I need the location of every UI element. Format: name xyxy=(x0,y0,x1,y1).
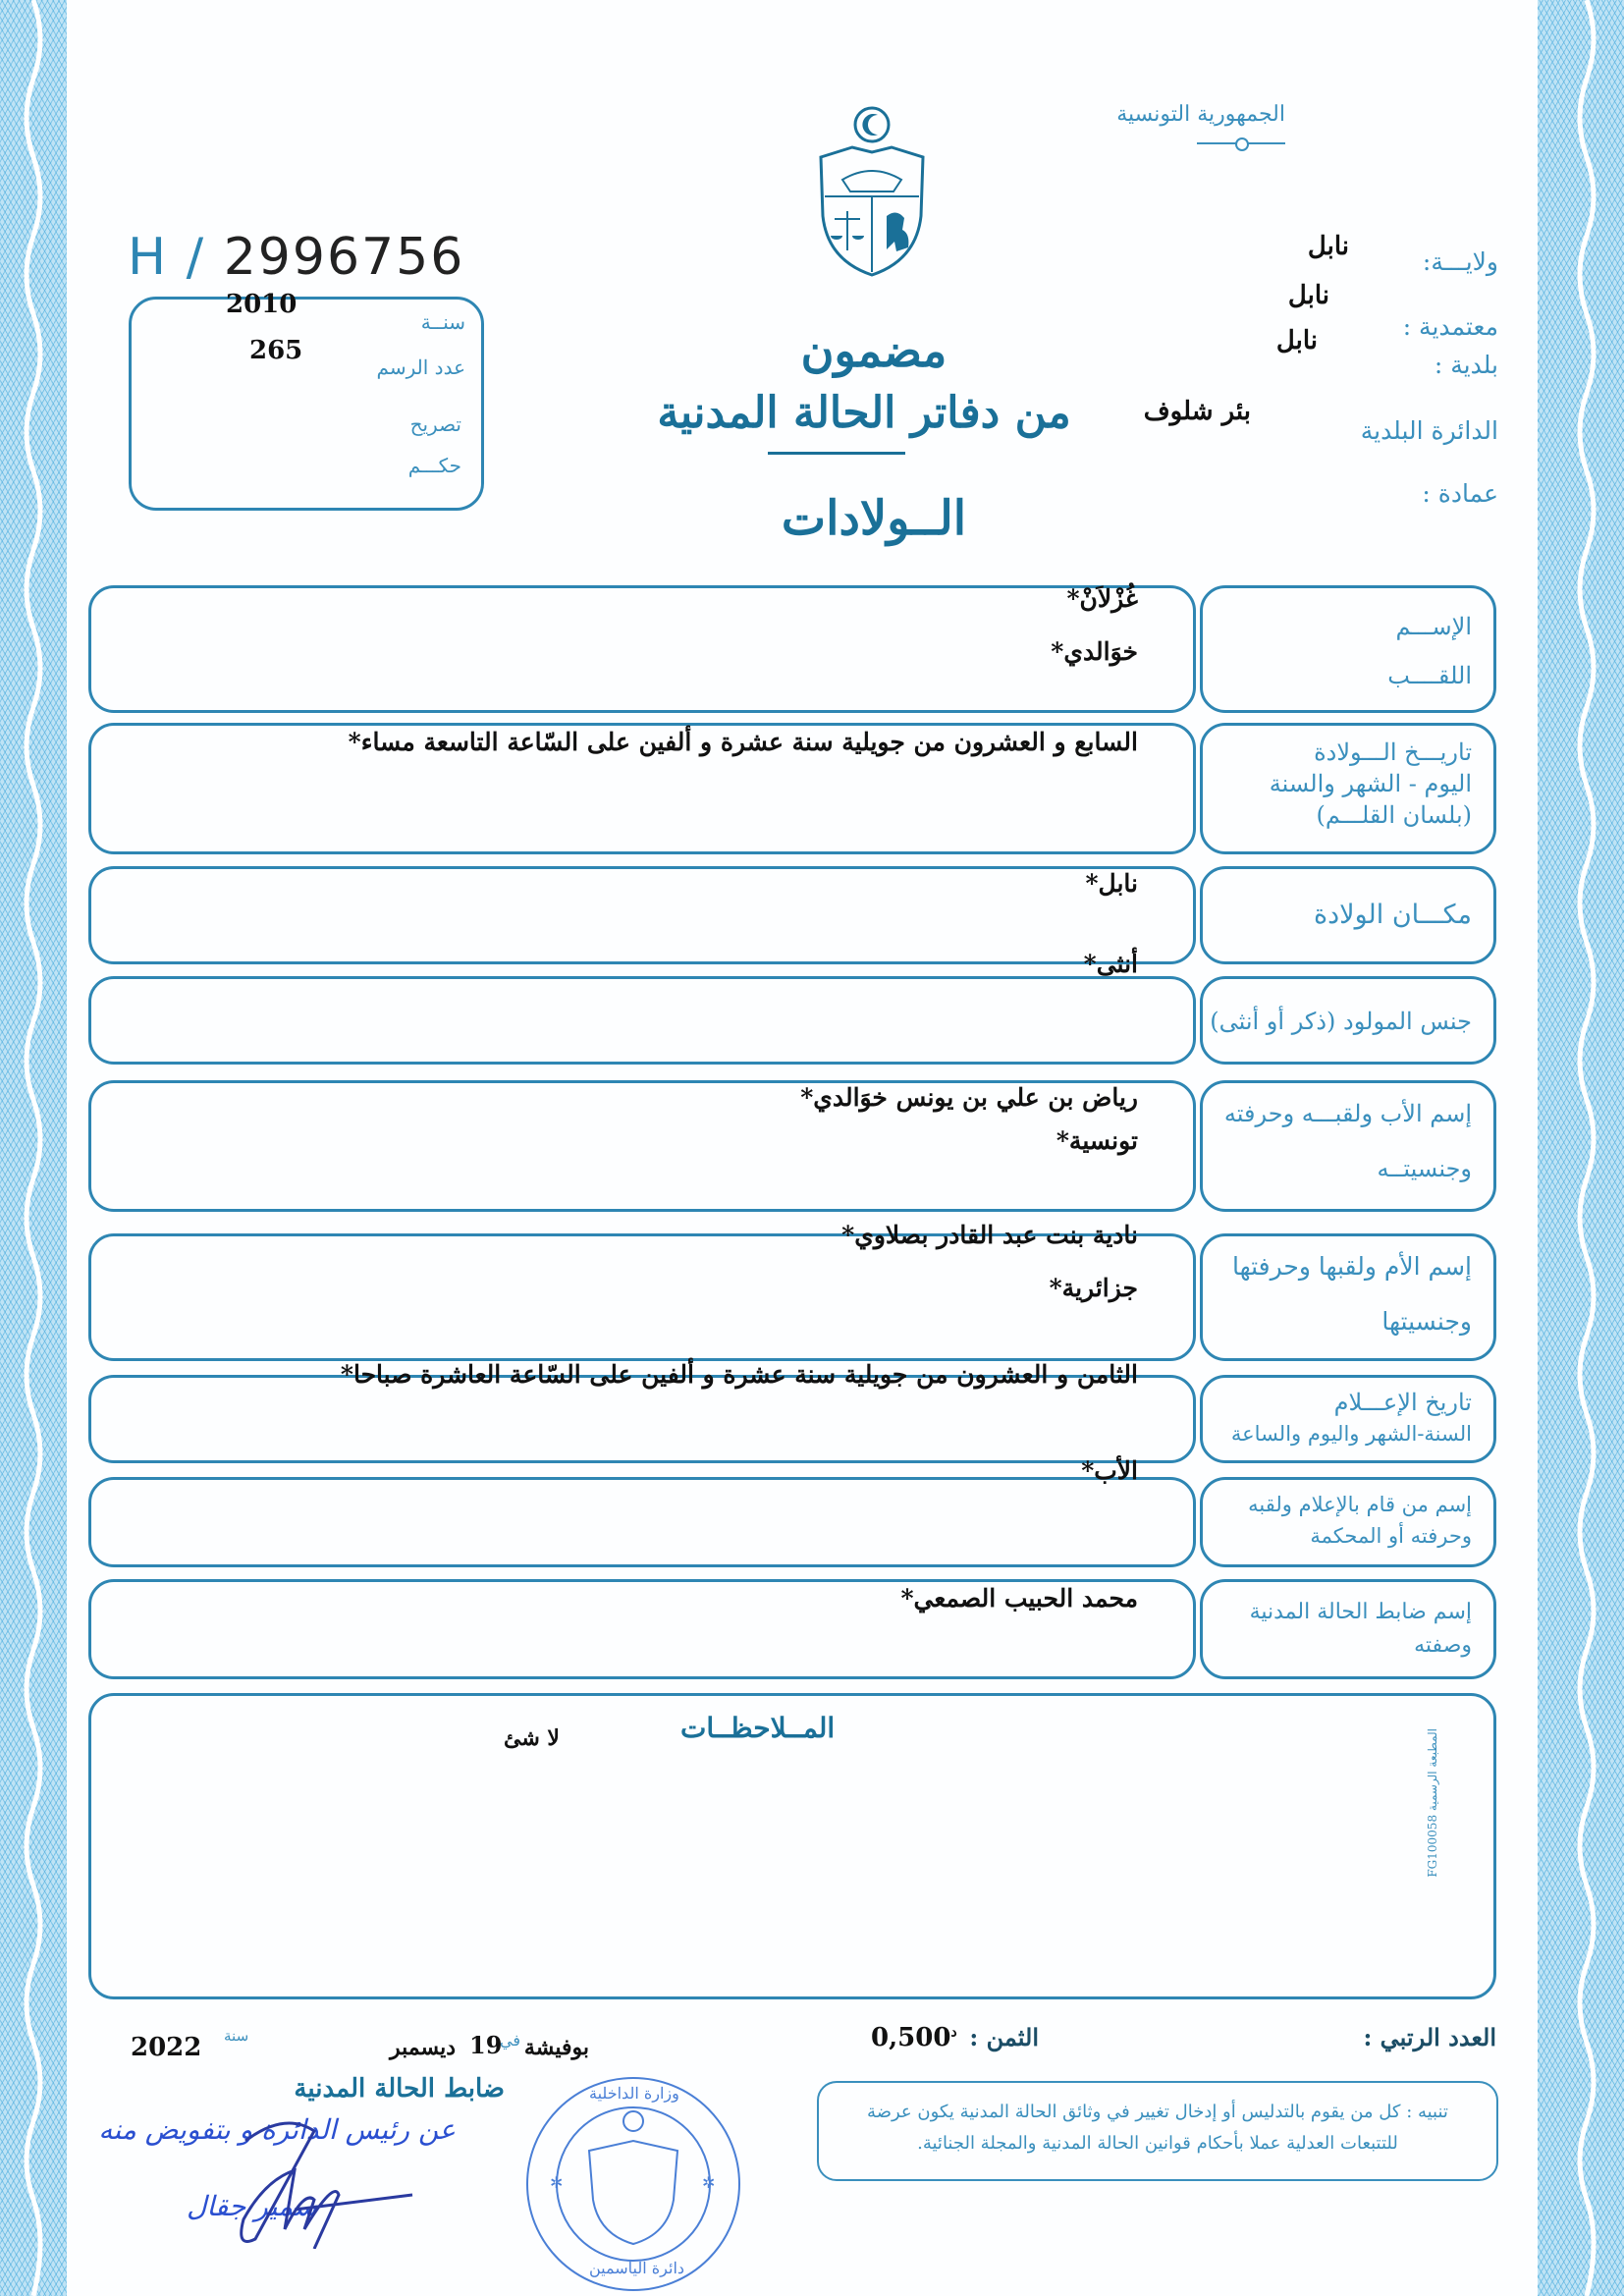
father-name-value: رياض بن علي بن يونس خوَالدي* xyxy=(800,1083,1138,1112)
row-officer-label-box xyxy=(1200,1579,1496,1679)
row-mother-label-box xyxy=(1200,1233,1496,1361)
row-name-label-box xyxy=(1200,585,1496,713)
sex-value: أنثى* xyxy=(1083,950,1138,978)
father-nationality-value: تونسية* xyxy=(1056,1126,1138,1155)
municipal-district-label: الدائرة البلدية xyxy=(1360,416,1498,445)
row-declarant-label-box xyxy=(1200,1477,1496,1567)
governorate-value: نابل xyxy=(1307,232,1349,261)
row-birth-date-value-box xyxy=(88,723,1196,854)
row-officer-value-box xyxy=(88,1579,1196,1679)
notes-title: المــلاحظــات xyxy=(680,1712,836,1744)
svg-text:✲: ✲ xyxy=(550,2173,564,2192)
handwritten-delegation: عن رئيس الدائرة و بتفويض منه xyxy=(98,2113,456,2146)
row-father-value-box xyxy=(88,1080,1196,1212)
price-amount: 0,500 xyxy=(871,2023,951,2052)
issue-year-label: سنة xyxy=(224,2027,249,2045)
registry-year-value: 2010 xyxy=(226,290,298,319)
row-name-value-box xyxy=(88,585,1196,713)
mother-nationality-value: جزائرية* xyxy=(1049,1274,1138,1302)
governorate-label: ولايـــة: xyxy=(1422,247,1498,276)
row-declaration-date-label-box xyxy=(1200,1375,1496,1463)
row-sex-label-box xyxy=(1200,976,1496,1065)
title-births: الــولادات xyxy=(781,491,967,546)
municipality-value: نابل xyxy=(1275,326,1318,355)
judgment-label: حكـــم xyxy=(407,454,461,477)
sector-label: عمادة : xyxy=(1422,479,1498,508)
officer-label: إسم ضابط الحالة المدنية xyxy=(1249,1600,1472,1624)
act-number-value: 265 xyxy=(249,336,303,365)
coat-of-arms-icon xyxy=(803,103,941,280)
serial-value: 2996756 xyxy=(223,228,465,287)
notes-value: لا شئ xyxy=(504,1725,560,1751)
serial-prefix: H / xyxy=(128,228,206,287)
row-declarant-value-box xyxy=(88,1456,1196,1567)
father-nationality-label: وجنسيتــه xyxy=(1377,1155,1472,1182)
row-mother-value-box xyxy=(88,1221,1196,1361)
wave-ornament-icon xyxy=(1567,0,1606,2296)
mother-nationality-label: وجنسيتها xyxy=(1381,1307,1472,1336)
svg-text:✲: ✲ xyxy=(702,2173,716,2192)
declaration-label: تصريح xyxy=(409,412,461,436)
declarant-sublabel: وحرفته أو المحكمة xyxy=(1310,1524,1472,1548)
issue-day: 19 xyxy=(469,2031,503,2059)
mother-label: إسم الأم ولقبها وحرفتها xyxy=(1231,1252,1472,1281)
serial-number xyxy=(128,228,464,287)
country-name: الجمهورية التونسية xyxy=(1116,102,1285,127)
notes-box xyxy=(88,1693,1496,1999)
issue-place: بوفيشة xyxy=(523,2035,589,2060)
birth-date-sublabel: اليوم - الشهر والسنة xyxy=(1269,770,1472,797)
price-value xyxy=(871,2023,957,2052)
stamp-text-top: وزارة الداخلية xyxy=(589,2084,679,2103)
delegation-value: نابل xyxy=(1287,281,1329,310)
row-father-label-box xyxy=(1200,1080,1496,1212)
municipal-district-value: بئر شلوف xyxy=(1143,397,1251,426)
title-registers: من دفاتر الحالة المدنية xyxy=(657,388,1071,438)
row-sex-value-box xyxy=(88,950,1196,1065)
officer-sublabel: وصفته xyxy=(1414,1633,1472,1658)
printer-mark: المطبعة الرسمية FG100058 xyxy=(1426,1728,1439,1878)
row-declaration-date-value-box xyxy=(88,1360,1196,1463)
wave-ornament-icon xyxy=(14,0,53,2296)
birth-date-in-words-label: (بلسان القلـــم) xyxy=(1316,801,1472,829)
mother-name-value: نادية بنت عبد القادر بصلاوي* xyxy=(841,1221,1138,1249)
officer-title: ضابط الحالة المدنية xyxy=(294,2074,505,2104)
declarant-value: الأب* xyxy=(1081,1456,1138,1485)
sex-label: جنس المولود (ذكر أو أنثى) xyxy=(1210,1008,1472,1035)
row-birth-date-label-box xyxy=(1200,723,1496,854)
row-birth-place-label-box xyxy=(1200,866,1496,964)
stamp-text-bottom: دائرة الياسمين xyxy=(589,2259,685,2277)
row-birth-place-value-box xyxy=(88,866,1196,964)
warning-notice-box xyxy=(817,2081,1498,2181)
issue-year: 2022 xyxy=(131,2033,202,2062)
first-name-value: غُزْلاَنْ* xyxy=(1066,584,1138,613)
surname-value: خوَالدي* xyxy=(1051,637,1138,666)
municipality-label: بلدية : xyxy=(1434,351,1498,379)
signature-icon xyxy=(167,2102,422,2249)
birth-place-value: نابل* xyxy=(1085,869,1138,898)
title-underline xyxy=(768,452,905,455)
sequence-number-label: العدد الرتبي : xyxy=(1363,2023,1496,2051)
delegation-label: معتمدية : xyxy=(1402,312,1498,341)
birth-date-label: تاريـــخ الـــولادة xyxy=(1314,738,1472,766)
declarant-label: إسم من قام بالإعلام ولقبه xyxy=(1248,1493,1472,1516)
registry-year-label: سنــة xyxy=(420,310,465,334)
declaration-date-value: الثامن و العشرون من جويلية سنة عشرة و ألفين على السّاعة العاشرة صباحا* xyxy=(340,1360,1138,1389)
decorative-border-right xyxy=(1538,0,1624,2296)
issue-in-word: في xyxy=(500,2031,520,2050)
warning-notice-text: تنبيه : كل من يقوم بالتدليس أو إدخال تغيير في وثائق الحالة المدنية يكون عرضة للتتبعات العدلية عملا بأحكام قوانين الحالة المدنية والمجلة الجنائية. xyxy=(867,2102,1448,2154)
birth-place-label: مكـــان الولادة xyxy=(1314,900,1472,930)
handwritten-name: سمير جقال xyxy=(187,2190,317,2222)
header-divider xyxy=(1197,142,1285,144)
first-name-label: الإســـم xyxy=(1395,613,1472,640)
issue-month: ديسمبر xyxy=(389,2035,456,2060)
officer-name-value: محمد الحبيب الصمعي* xyxy=(900,1584,1138,1613)
price-unit: د xyxy=(950,2024,957,2041)
father-label: إسم الأب ولقبـــه وحرفته xyxy=(1223,1100,1472,1127)
birth-date-value: السابع و العشرون من جويلية سنة عشرة و ألفين على السّاعة التاسعة مساء* xyxy=(348,728,1138,756)
title-extract: مضمون xyxy=(800,324,947,377)
price-label: الثمن : xyxy=(969,2023,1039,2051)
act-number-label: عدد الرسم xyxy=(376,355,465,379)
declaration-date-label: تاريخ الإعـــلام xyxy=(1333,1389,1472,1416)
declaration-date-sublabel: السنة-الشهر واليوم والساعة xyxy=(1230,1422,1472,1446)
decorative-border-left xyxy=(0,0,67,2296)
surname-label: اللقــــب xyxy=(1387,662,1472,689)
